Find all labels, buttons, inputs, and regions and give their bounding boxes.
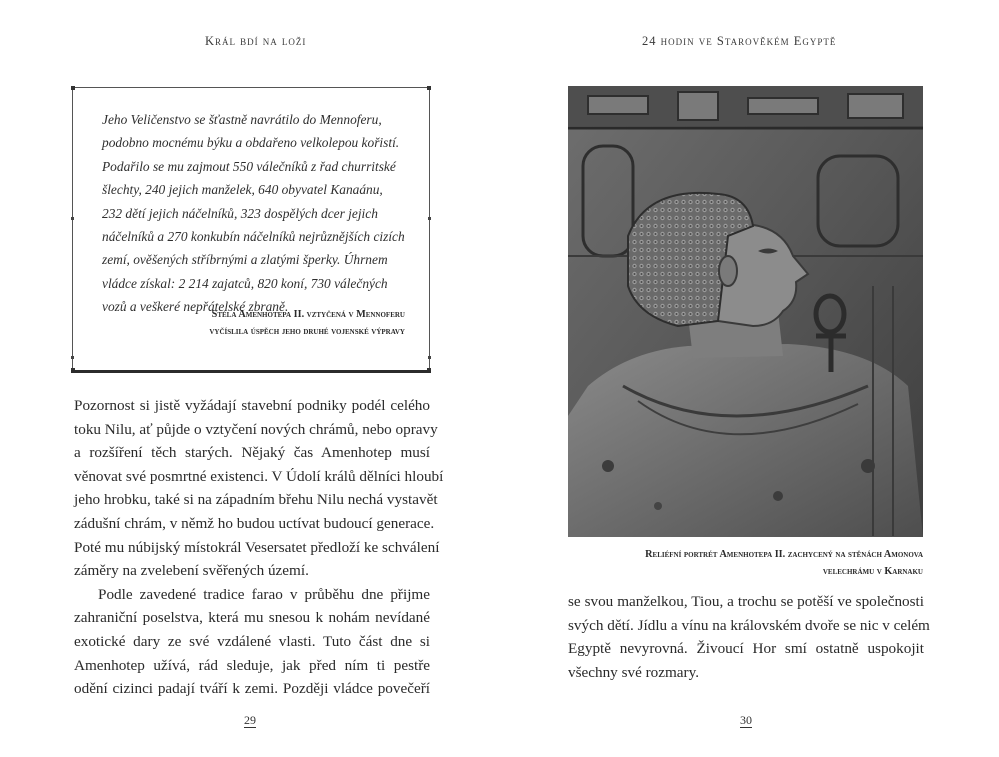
quote-text	[102, 108, 404, 319]
text-line: odění cizinci padají tváří k zemi. Později vládce povečeří	[74, 680, 430, 698]
right-page	[500, 0, 999, 757]
edge-mark	[428, 356, 431, 359]
quote-box	[72, 87, 430, 371]
page-number: 30	[740, 713, 752, 727]
relief-photo	[568, 86, 923, 537]
text-line: všechny své rozmary.	[568, 663, 700, 681]
body-text-left	[74, 394, 444, 701]
quote-line: zemí, ověšených stříbrnými a zlatými šperky. Úhrnem	[102, 252, 388, 268]
caption-line: velechrámu v Karnaku	[822, 566, 923, 577]
quote-line: Podařilo se mu zajmout 550 válečníků z řad churritské	[102, 158, 396, 174]
text-line: zahraniční poselstva, která mu snesou k nohám nevídané	[74, 609, 430, 627]
edge-mark	[428, 217, 431, 220]
corner-mark	[71, 86, 75, 90]
running-head-left: Král bdí na loži	[205, 34, 307, 48]
quote-line: 232 dětí jejich náčelníků, 323 dospělých dcer jejich	[102, 205, 378, 221]
text-line: svých dětí. Jídlu a vínu na královském dvoře se nic v celém	[568, 616, 930, 634]
text-line: Podle zavedené tradice farao v průběhu dne přijme	[98, 585, 430, 603]
quote-line: náčelníků a 270 konkubín náčelníků nejrůznějších cizích	[102, 229, 405, 245]
quote-source-line: Stéla Amenhotepa II. vztyčená v Mennoferu	[211, 309, 405, 320]
edge-mark	[71, 217, 74, 220]
text-line: Amenhotep užívá, rád sleduje, jak před ním ti pestře	[74, 656, 430, 674]
quote-line: vozů a veškeré nepřátelské zbraně.	[102, 299, 289, 315]
quote-source-line: vyčíslila úspěch jeho druhé vojenské výpravy	[209, 326, 405, 337]
text-line: záměry na zvelebení svěřených území.	[74, 562, 309, 580]
quote-line: Jeho Veličenstvo se šťastně navrátilo do Mennoferu,	[102, 112, 382, 127]
text-line: exotické dary ze své vzdálené vlasti. Tuto část dne si	[74, 632, 430, 650]
text-line: Poté mu núbijský místokrál Vesersatet předloží ke schválení	[74, 538, 440, 556]
corner-mark	[427, 86, 431, 90]
quote-source	[209, 306, 405, 340]
text-line: se svou manželkou, Tiou, a trochu se potěší ve společnosti	[568, 593, 924, 610]
text-line: a rozšíření těch starých. Nějaký čas Amenhotep musí	[74, 444, 430, 462]
page-number: 29	[244, 713, 256, 727]
photo-caption	[568, 546, 923, 580]
running-head-right: 24 hodin ve Starověkém Egyptě	[642, 34, 837, 48]
caption-line: Reliéfní portrét Amenhotepa II. zachycený na stěnách Amonova	[645, 549, 923, 560]
text-line: toku Nilu, ať půjde o vztyčení nových chrámů, nebo opravy	[74, 420, 438, 438]
text-line: jeho hrobku, také si na západním břehu Nilu nechá vystavět	[74, 491, 438, 509]
text-line: věnovat své posmrtné existenci. V Údolí králů dělníci hloubí	[74, 467, 444, 485]
quote-line: vládce získal: 2 214 zajatců, 820 koní, 730 válečných	[102, 275, 388, 291]
body-text-right	[568, 590, 930, 684]
text-line: zádušní chrám, v němž ho budou uctívat budoucí generace.	[74, 514, 435, 532]
quote-line: podobno mocnému býku a obdařeno velkolepou kořistí.	[102, 135, 400, 151]
text-line: Egyptě nevyrovná. Živoucí Hor smí ostatně uspokojit	[568, 640, 924, 658]
edge-mark	[71, 356, 74, 359]
relief-portrait-image	[568, 86, 923, 537]
quote-line: šlechty, 240 jejich manželek, 640 obyvatel Kanaánu,	[102, 182, 383, 198]
text-line: Pozornost si jistě vyžádají stavební podniky podél celého	[74, 397, 430, 414]
quote-box-rule	[71, 370, 431, 373]
